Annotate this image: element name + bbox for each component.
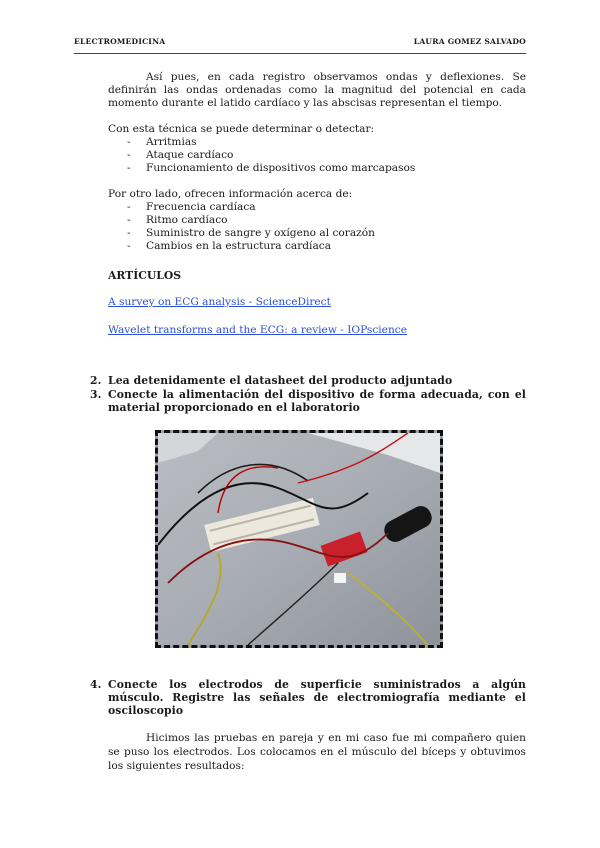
list-item: - Funcionamiento de dispositivos como marcapasos (108, 162, 526, 175)
detect-lead: Con esta técnica se puede determinar o detectar: (108, 123, 375, 135)
info-list (108, 201, 526, 253)
detect-list (108, 136, 526, 175)
header-author-name: LAURA GOMEZ SALVADO (413, 37, 526, 46)
step-number: 4. (90, 678, 102, 691)
header-divider (74, 53, 526, 54)
list-item: - Frecuencia cardíaca (108, 201, 526, 214)
page-header (74, 37, 526, 51)
lab-photo-illustration (158, 433, 440, 645)
step-text: Conecte la alimentación del dispositivo de forma adecuada, con el material proporcionado en el laboratorio (108, 388, 526, 414)
step-text: Lea detenidamente el datasheet del producto adjuntado (108, 374, 453, 387)
step-2 (90, 374, 526, 387)
step-number: 3. (90, 388, 102, 401)
list-item: - Cambios en la estructura cardíaca (108, 240, 526, 253)
step-4 (90, 678, 526, 717)
list-item: - Ritmo cardíaco (108, 214, 526, 227)
lab-setup-photo (155, 430, 443, 648)
step-number: 2. (90, 374, 102, 387)
results-paragraph: Hicimos las pruebas en pareja y en mi caso fue mi compañero quien se puso los electrodos. Los colocamos en el músculo del bíceps y obtuvimos los siguientes resultados: (108, 732, 526, 772)
header-course-title: ELECTROMEDICINA (74, 37, 166, 46)
results-paragraph-wrapper (108, 731, 526, 773)
step-3 (90, 388, 526, 414)
list-item: - Arritmias (108, 136, 526, 149)
list-item: - Suministro de sangre y oxígeno al corazón (108, 227, 526, 240)
main-content (108, 71, 526, 337)
info-lead: Por otro lado, ofrecen información acerca de: (108, 188, 353, 200)
step-text: Conecte los electrodos de superficie suministrados a algún músculo. Registre las señales de electromiografía mediante el osciloscopio (108, 678, 526, 717)
articles-heading: ARTÍCULOS (108, 269, 182, 282)
intro-paragraph: Así pues, en cada registro observamos ondas y deflexiones. Se definirán las ondas ordenadas como la magnitud del potencial en cada momento durante el latido cardíaco y las abscisas representan el tiempo. (108, 71, 526, 109)
article-link-sciencedirect[interactable]: A survey on ECG analysis - ScienceDirect (108, 296, 331, 308)
list-item: - Ataque cardíaco (108, 149, 526, 162)
article-link-iopscience[interactable]: Wavelet transforms and the ECG: a review - IOPscience (108, 324, 407, 336)
